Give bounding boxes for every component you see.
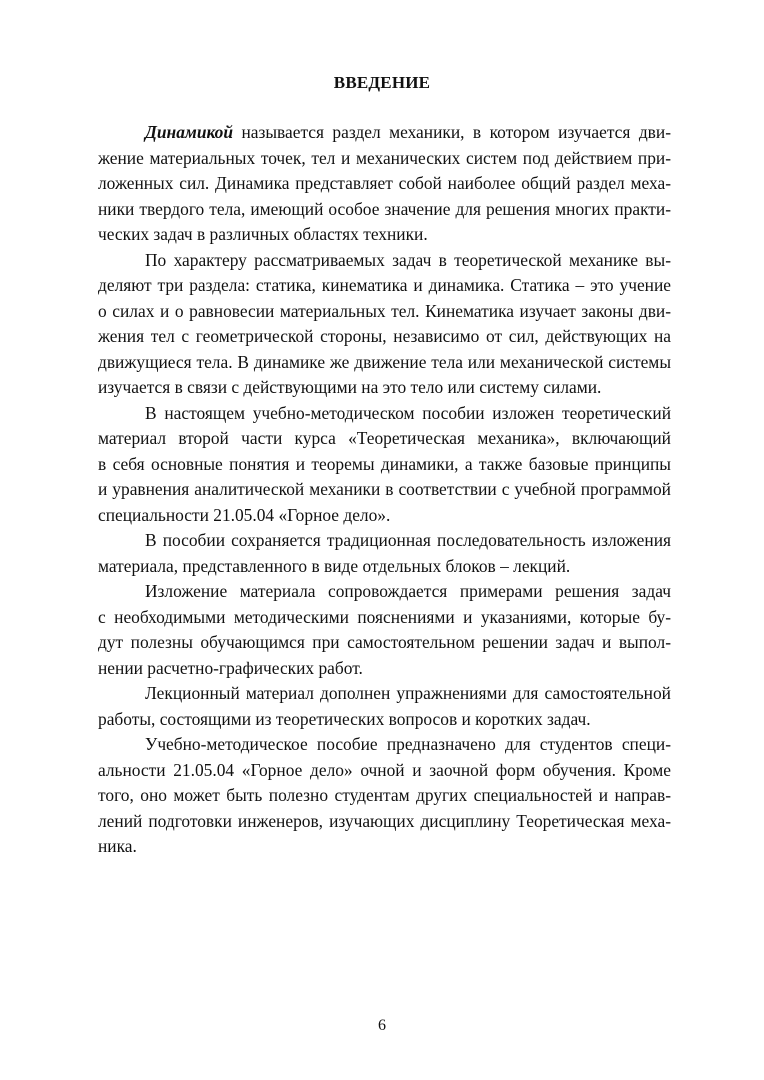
- text-line: нении расчетно-графических работ.: [98, 657, 363, 678]
- text-fragment: называется раздел механики, в котором изучается дви-: [241, 122, 671, 142]
- text-line: В пособии сохраняется традиционная последовательность изложения: [145, 530, 671, 550]
- text-line: лений подготовки инженеров, изучающих дисциплину Теоретическая меха-: [98, 810, 671, 831]
- text-line: специальности 21.05.04 «Горное дело».: [98, 504, 391, 525]
- text-line: По характеру рассматриваемых задач в теоретической механике вы-: [145, 249, 671, 270]
- text-line: ложенных сил. Динамика представляет собой наиболее общий раздел меха-: [98, 173, 671, 193]
- text-line: в себя основные понятия и теоремы динамики, а также базовые принципы: [98, 453, 671, 474]
- paragraph-7: [98, 732, 671, 860]
- text-line: материала, представленного в виде отдельных блоков – лекций.: [98, 555, 571, 576]
- text-line: В настоящем учебно-методическом пособии изложен теоретический: [145, 402, 671, 423]
- text-line: ческих задач в различных областях техники.: [98, 224, 428, 244]
- paragraph-6: [98, 681, 671, 732]
- text-line: и уравнения аналитической механики в соответствии с учебной программой: [98, 479, 671, 499]
- paragraph-5: [98, 579, 671, 681]
- text-line: того, оно может быть полезно студентам других специальностей и направ-: [98, 785, 671, 805]
- text-line: жения тел с геометрической стороны, независимо от сил, действующих на: [98, 326, 671, 346]
- page-number: 6: [378, 1017, 386, 1034]
- lead-term: Динамикой: [145, 122, 234, 142]
- body-text: [98, 120, 671, 860]
- text-line: движущиеся тела. В динамике же движение тела или механической системы: [98, 351, 671, 372]
- page-title: ВВЕДЕНИЕ: [333, 73, 431, 92]
- text-line: с необходимыми методическими пояснениями и указаниями, которые бу-: [98, 606, 671, 627]
- paragraph-3: [98, 401, 671, 529]
- text-line: деляют три раздела: статика, кинематика и динамика. Статика – это учение: [98, 275, 671, 295]
- paragraph-2: [98, 248, 671, 401]
- text-line: альности 21.05.04 «Горное дело» очной и заочной форм обучения. Кроме: [98, 759, 671, 780]
- text-line: Учебно-методическое пособие предназначено для студентов специ-: [145, 734, 671, 754]
- text-line: о силах и о равновесии материальных тел. Кинематика изучает законы дви-: [98, 300, 671, 321]
- text-line: [98, 120, 671, 146]
- paragraph-4: [98, 528, 671, 579]
- text-line: работы, состоящими из теоретических вопросов и коротких задач.: [98, 708, 591, 729]
- text-line: изучается в связи с действующими на это тело или систему силами.: [98, 377, 602, 397]
- text-line: материал второй части курса «Теоретическая механика», включающий: [98, 428, 671, 448]
- text-line: Изложение материала сопровождается примерами решения задач: [145, 581, 671, 601]
- text-line: ника.: [98, 836, 137, 856]
- text-line: дут полезны обучающимся при самостоятельном решении задач и выпол-: [98, 632, 671, 652]
- paragraph-1: [98, 120, 671, 248]
- text-line: ники твердого тела, имеющий особое значение для решения многих практи-: [98, 198, 671, 219]
- text-line: жение материальных точек, тел и механических систем под действием при-: [98, 147, 671, 168]
- text-line: Лекционный материал дополнен упражнениями для самостоятельной: [145, 683, 671, 703]
